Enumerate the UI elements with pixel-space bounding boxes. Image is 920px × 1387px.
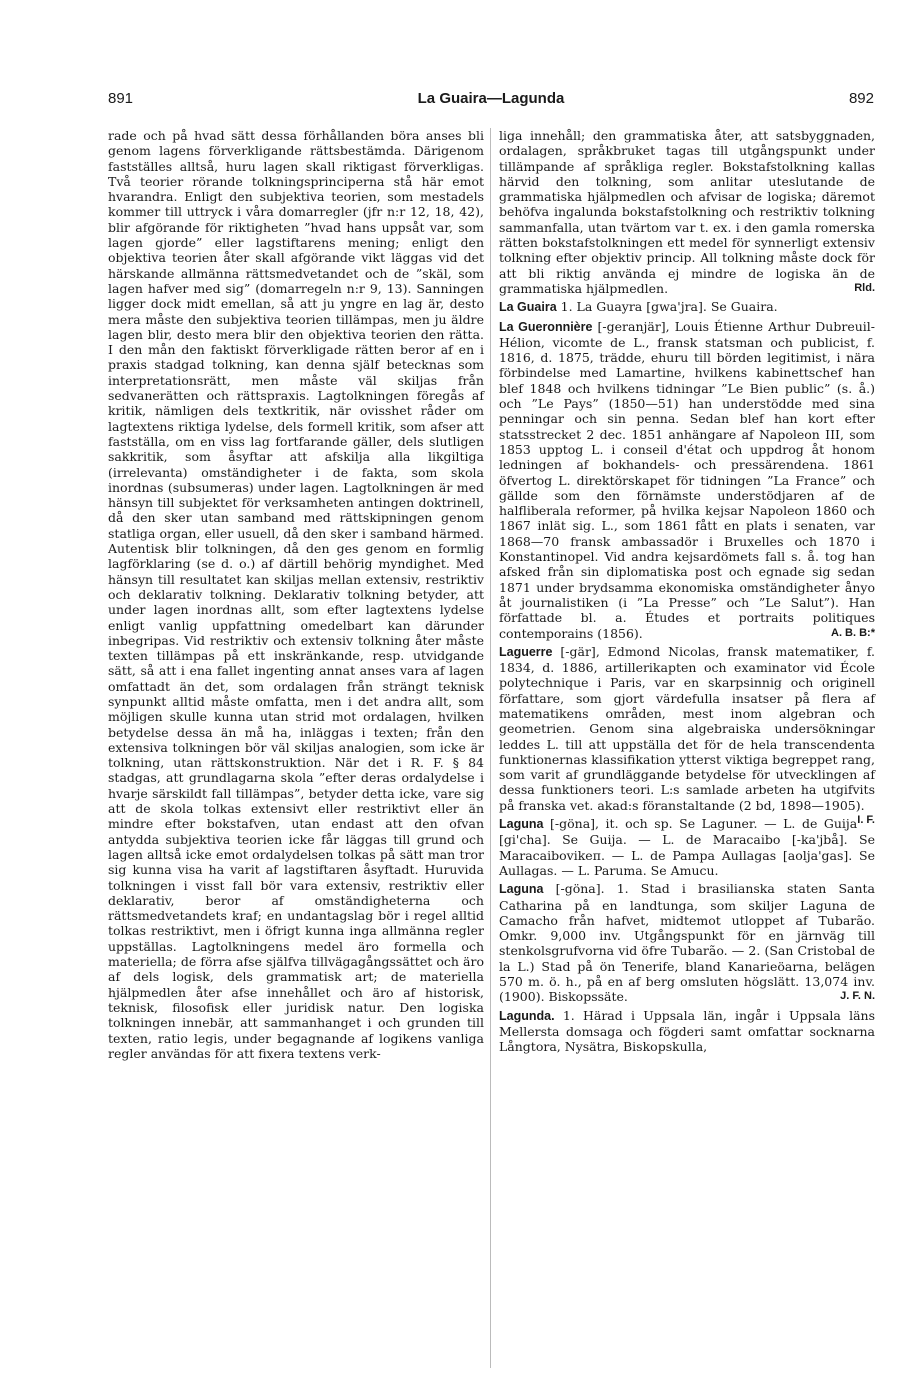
entry (499, 1008, 875, 1055)
entry-list (499, 299, 875, 1054)
entry-signature: J. F. N. (840, 990, 875, 1003)
running-title: La Guaira—Lagunda (417, 90, 565, 107)
entry-headword: La Guaira (499, 300, 557, 315)
entry-signature: I. F. (857, 814, 875, 827)
entry-body: [-geranjär], Louis Étienne Arthur Dubreuil-Hélion, vicomte de L., fransk statsman och publicist, f. 1816, d. 1875, trädde, ehuru till börden legitimist, i nära förbindelse med Lamartine, hvilkens kabinettschef han blef 1848 och hvilkens tidningar ”Le Bien public” (s. å.) och ”Le Pays” (1850—51) han understödde med sina penningar och sin penna. Sedan blef han kort efter statsstrecket 2 dec. 1851 anhängare af Napoleon III, som 1853 upptog L. i conseil d'état och uppdrog åt honom ledningen af bokhandels- och pressärendena. 1861 öfvertog L. direktörskapet för tidningen ”La France” och gällde som den förnämste understödjaren af de halfliberala reformer, på hvilka kejsar Napoleon 1860 och 1867 inlät sig. L., som 1861 fått en plats i senaten, var 1868—70 fransk ambassadör i Bruxelles och 1870 i Konstantinopel. Vid andra kejsardömets fall s. å. tog han afsked från sin diplomatiska post och egnade sig sedan 1871 under brydsamma ekonomiska omständigheter ånyo åt journalistiken (i ”La Presse” och ”Le Salut”). Han författade bl. a. Études et portraits politiques contemporains (1856). (499, 318, 875, 641)
intro-signature: Rld. (854, 281, 875, 294)
entry (499, 319, 875, 641)
entry-body: [-göna], it. och sp. Se Laguner. — L. de Guija [gi'cha]. Se Guija. — L. de Maracaibo [-ka'jbå]. Se Maracaibovikeп. — L. de Pampa Aullagas [aolja'gas]. Se Aullagas. — L. Paruma. Se Amucu. (499, 816, 875, 878)
entry-signature: A. B. B:* (831, 626, 875, 639)
entry (499, 881, 875, 1004)
entry-headword: Laguna (499, 882, 544, 897)
entry (499, 299, 875, 315)
right-column-intro (499, 128, 875, 296)
left-column-text: rade och på hvad sätt dessa förhållanden böra anses bli genom lagens förverkligande rättsbestämda. Därigenom fastställes alltså, huru lagen skall riktigast förverkligas. Två teorier rörande tolkningsprinciperna stå här emot hvarandra. Enligt den subjektiva teorien, som mestadels kommer till uttryck i våra domarregler (jfr n:r 12, 18, 42), blir afgörande för riktigheten ”hvad hans uppsåt var, som lagen gjorde” eller lagstiftarens mening; enligt den objektiva teorien åter skall afgörande vikt läggas vid det härskande allmänna rättsmedvetandet och de ”skäl, som lagen hafver med sig” (domarregeln n:r 9, 13). Sanningen ligger dock midt emellan, så att ju yngre en lag är, desto mera måste den subjektiva teorien tillämpas, men ju äldre lagen blir, desto mera blir den objektiva teorien den rätta. I den mån den faktiskt förverkligade rätten beror af en i praxis stadgad tolkning, kan denna själf betecknas som interpretationsrätt, men måste väl skiljas från sedvanerätten och rättspraxis. Lagtolkningen föregås af kritik, nämligen dels textkritik, när ovisshet råder om lagtextens riktiga lydelse, dels formell kritik, som afser att fastställa, om en viss lag fortfarande gäller, dels slutligen sakkritik, som åsyftar att afskilja alla likgiltiga (irrelevanta) omständigheter i de fakta, som skola inordnas (subsumeras) under lagen. Lagtolkningen är med hänsyn till subjektet för verksamheten antingen doktrinell, då den sker utan samband med rättskipningen genom statliga organ, eller usuell, då den sker i samband härmed. Autentisk blir tolkningen, då den ges genom en formlig lagförklaring (se d. o.) af därtill behörig myndighet. Med hänsyn till resultatet kan skiljas mellan extensiv, restriktiv och deklarativ tolkning. Deklarativ tolkning betyder, att under lagen inordnas allt, som efter lagtextens lydelse enligt vanlig uppfattning omedelbart kan därunder inbegripas. Vid restriktiv och extensiv tolkning åter måste texten tillämpas på ett inskränkande, resp. utvidgande sätt, så att i ena fallet ingenting annat anses vara af lagen omfattadt än det, som ordalagen från strängt teknisk synpunkt alltid måste omfatta, men i det andra allt, som möjligen skulle kunna utan strid mot ordalagen, hvilken betydelse dessa än må ha, inläggas i texten; från den extensiva tolkningen bör väl skiljas analogien, som icke är tolkning, utan rättskonstruktion. När det i R. F. § 84 stadgas, att grundlagarna skola ”efter deras ordalydelse i hvarje särskildt fall tillämpas”, betyder detta icke, vare sig att de skola tolkas extensivt eller restriktivt eller än mindre efter bokstafven, utan endast att den ofvan antydda subjektiva teorien icke får läggas till grund och lagen alltså icke emot ordalydelsen tolkas på sätt man tror sig kunna visa ha varit af lagstiftaren åsyftadt. Huruvida tolkningen i visst fall bör vara extensiv, restriktiv eller deklarativ, beror af omständigheterna och rättsmedvetandets kraf; en undantagslag bör i regel alltid tolkas restriktivt, men i öfrigt kunna inga allmänna regler uppställas. Lagtolkningens medel äro formella och materiella; de förra afse själfva tillvägagångssättet och äro af dels logisk, dels grammatisk art; de materiella hjälpmedlen åter afse innehållet och äro af historisk, teknisk, filosofisk eller juridisk natur. Den logiska tolkningen innebär, att sammanhanget i och grunden till texten, ratio legis, under begagnande af logikens vanliga regler användas för att fixera textens verk- (108, 128, 484, 1061)
entry-body: [-gär], Edmond Nicolas, fransk matematiker, f. 1834, d. 1886, artillerikapten och examinator vid École polytechnique i Paris, var en skarpsinnig och originell författare, som gjort värdefulla insatser på flera af matematikens områden, mest inom algebran och geometrien. Genom sina algebraiska undersökningar leddes L. till att uppställa det för de hela transcendenta funktionernas klassifikation ytterst viktiga begreppet rang, som varit af grundläggande betydelse för utvecklingen af dessa funktioners teori. L:s samlade arbeten ha utgifvits på franska vet. akad:s föranstaltande (2 bd, 1898—1905). (499, 643, 875, 813)
entry-headword: La Gueronnière (499, 319, 593, 334)
page-number-left: 891 (108, 90, 134, 107)
entry-headword: Laguna (499, 817, 544, 832)
entry (499, 816, 875, 878)
entry-headword: Laguerre (499, 644, 553, 659)
intro-text: liga innehåll; den grammatiska åter, att satsbyggnaden, ordalagen, språkbruket tagas till utgångspunkt under tillämpande af språkliga regler. Bokstafstolkning kallas härvid den tolkning, som anlitar uteslutande de grammatiska hjälpmedlen och afvisar de logiska; däremot behöfva ingalunda bokstafstolkning och restriktiv tolkning sammanfalla, utan tvärtom var t. ex. i den gamla romerska rätten bokstafstolkningen ett medel för synnerligt extensiv tolkning efter objektiv princip. All tolkning måste dock för att bli riktig använda ej mindre de logiska än de grammatiska hjälpmedlen. (499, 128, 875, 296)
entry-body: 1. La Guayra [gwa'jra]. Se Guaira. (560, 299, 778, 315)
page-number-right: 892 (848, 90, 874, 107)
entry-body: [-göna]. 1. Stad i brasilianska staten Santa Catharina på en landtunga, som skiljer Laguna de Camacho från hafvet, midtemot utloppet af Tubarão. Omkr. 9,000 inv. Utgångspunkt för en järnväg till stenkolsgrufvorna vid öfre Tubarão. — 2. (San Cristobal de la L.) Stad på ön Tenerife, bland Kanarieöarna, belägen 570 m. ö. h., på en af berg omsluten högslätt. 13,074 inv. (1900). Biskopssäte. (499, 881, 875, 1005)
column-divider (490, 128, 491, 1368)
entry-body: 1. Härad i Uppsala län, ingår i Uppsala läns Mellersta domsaga och fögderi samt omfattar socknarna Långtora, Nysätra, Biskopskulla, (499, 1007, 875, 1055)
page-header (108, 90, 874, 112)
right-column (499, 128, 875, 1055)
left-column (108, 128, 484, 1061)
entry-headword: Lagunda. (499, 1008, 555, 1023)
